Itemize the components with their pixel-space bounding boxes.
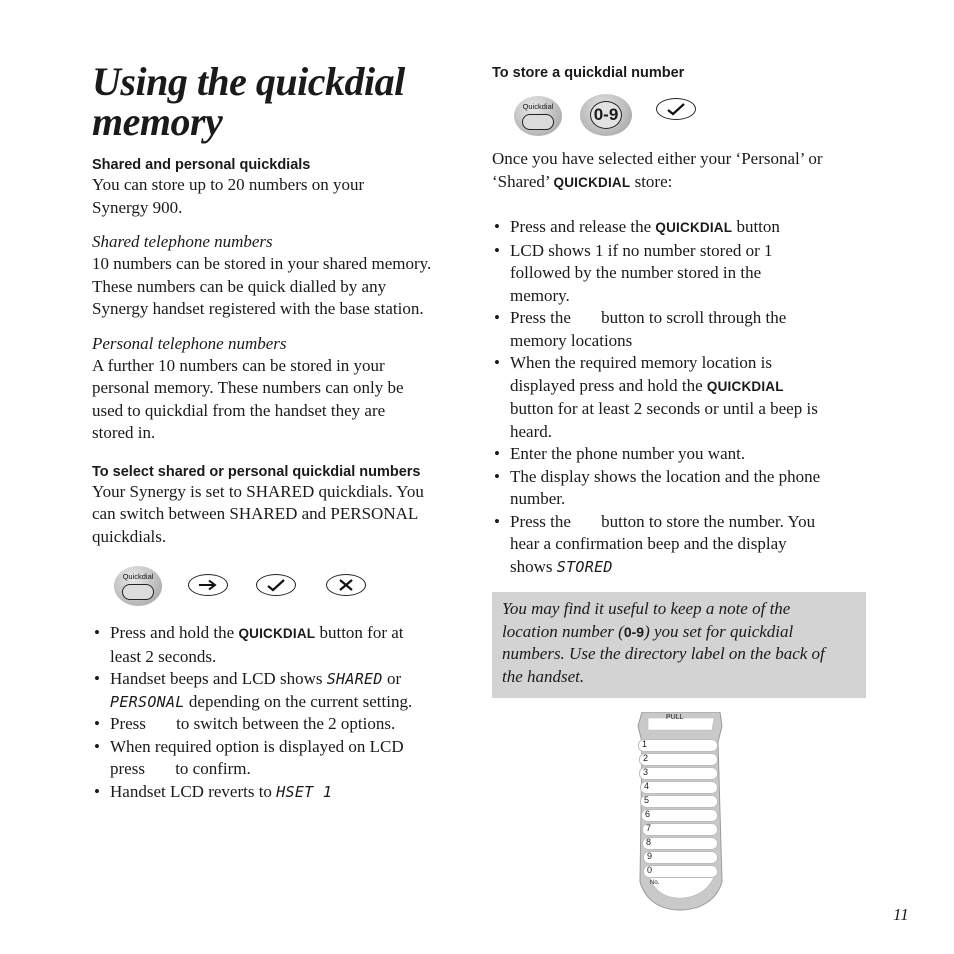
lcd-shared-text: SHARED bbox=[326, 670, 383, 688]
quickdial-key-text: QUICKDIAL bbox=[655, 220, 733, 235]
list-item: • Enter the phone number you want. bbox=[494, 444, 746, 463]
shared-paragraph bbox=[92, 253, 472, 321]
directory-label-illustration bbox=[636, 712, 726, 912]
note-line: location number ( bbox=[502, 621, 624, 641]
personal-line: personal memory. These numbers can only be bbox=[92, 378, 404, 397]
select-line: Your Synergy is set to SHARED quickdials. You bbox=[92, 481, 424, 501]
personal-line: A further 10 numbers can be stored in your bbox=[92, 355, 385, 375]
title-line-1: Using the quickdial bbox=[92, 59, 405, 104]
lcd-personal-text: PERSONAL bbox=[110, 692, 185, 711]
note-key-text: 0-9 bbox=[623, 623, 645, 640]
intro-line: You can store up to 20 numbers on your bbox=[92, 175, 365, 194]
tip-note-box: You may find it useful to keep a note of the location number (0-9) you set for quickdial numbers. Use the directory label on the back of the handset. bbox=[492, 592, 866, 698]
select-button-row bbox=[92, 564, 472, 614]
store-heading: To store a quickdial number bbox=[492, 65, 685, 81]
number-key-button-icon bbox=[580, 94, 632, 136]
page-title bbox=[92, 59, 472, 144]
select-paragraph bbox=[92, 481, 472, 549]
directory-slot bbox=[640, 795, 718, 808]
list-item: • Handset LCD reverts to HSET 1 bbox=[94, 781, 333, 801]
list-item: • Handset beeps and LCD shows SHARED or PERSONAL depending on the current setting. bbox=[94, 669, 413, 711]
select-line: can switch between SHARED and PERSONAL bbox=[92, 504, 419, 523]
directory-slot-number: 3 bbox=[643, 767, 649, 777]
intro-paragraph bbox=[92, 174, 472, 219]
select-steps-list bbox=[92, 622, 472, 803]
directory-slot bbox=[638, 739, 718, 752]
directory-slot-number: 5 bbox=[644, 795, 650, 805]
note-line: the handset. bbox=[502, 666, 585, 686]
note-line: You may find it useful to keep a note of the bbox=[502, 599, 791, 618]
list-item: • When the required memory location is displayed press and hold the QUICKDIAL button for at least 2 seconds or until a beep is heard. bbox=[494, 353, 818, 441]
quickdial-button-icon bbox=[514, 96, 562, 136]
check-key-icon bbox=[256, 574, 296, 596]
quickdial-key-text: QUICKDIAL bbox=[706, 378, 784, 394]
directory-slot bbox=[639, 767, 718, 780]
personal-line: used to quickdial from the handset they are bbox=[92, 400, 386, 420]
page-number: 11 bbox=[893, 905, 909, 924]
note-line: numbers. Use the directory label on the back of bbox=[502, 644, 825, 663]
lcd-hset-text: HSET 1 bbox=[276, 782, 333, 801]
directory-slot-number: 9 bbox=[647, 851, 653, 861]
directory-slot bbox=[639, 753, 718, 766]
shared-numbers-heading: Shared telephone numbers bbox=[92, 232, 273, 251]
quickdial-button-icon bbox=[114, 566, 162, 606]
directory-slot bbox=[643, 865, 718, 878]
list-item: • Press the button to store the number. You hear a confirmation beep and the display shows STORED bbox=[494, 511, 816, 576]
no-field-label: No. bbox=[650, 880, 660, 886]
list-item: • Press to switch between the 2 options. bbox=[94, 714, 396, 733]
directory-slot-number: 1 bbox=[642, 739, 648, 749]
personal-paragraph bbox=[92, 355, 472, 445]
quickdial-button-label: Quickdial bbox=[122, 572, 154, 581]
list-item: • Press the button to scroll through the memory locations bbox=[494, 308, 787, 350]
intro-line: Synergy 900. bbox=[92, 197, 183, 217]
store-intro: Once you have selected either your ‘Personal’ or ‘Shared’ QUICKDIAL store: bbox=[492, 149, 823, 191]
shared-line: 10 numbers can be stored in your shared memory. bbox=[92, 254, 432, 273]
pull-tab-text: PULL bbox=[666, 714, 684, 721]
directory-slot-number: 2 bbox=[643, 753, 649, 763]
personal-numbers-heading: Personal telephone numbers bbox=[92, 333, 287, 353]
quickdial-key-text: QUICKDIAL bbox=[553, 174, 631, 190]
store-steps-list bbox=[492, 216, 866, 578]
shared-line: These numbers can be quick dialled by any bbox=[92, 276, 387, 296]
list-item: • When required option is displayed on LCD press to confirm. bbox=[94, 736, 404, 778]
cross-key-icon bbox=[326, 574, 366, 596]
shared-line: Synergy handset registered with the base station. bbox=[92, 299, 424, 318]
directory-slot bbox=[643, 851, 718, 864]
quickdial-key-text: QUICKDIAL bbox=[238, 626, 316, 641]
shared-personal-heading: Shared and personal quickdials bbox=[92, 157, 311, 173]
select-heading: To select shared or personal quickdial numbers bbox=[92, 463, 421, 480]
quickdial-button-label: Quickdial bbox=[522, 102, 554, 111]
directory-slot bbox=[642, 837, 718, 850]
lcd-stored-text: STORED bbox=[556, 557, 613, 576]
directory-slot-number: 7 bbox=[646, 823, 652, 833]
check-key-icon bbox=[656, 98, 696, 120]
personal-line: stored in. bbox=[92, 423, 156, 442]
store-button-row bbox=[492, 92, 866, 144]
directory-slot-number: 0 bbox=[647, 865, 653, 875]
list-item: • Press and hold the QUICKDIAL button for at least 2 seconds. bbox=[94, 623, 404, 666]
list-item: • The display shows the location and the phone number. bbox=[494, 466, 821, 508]
left-column bbox=[92, 59, 472, 803]
arrow-right-key-icon bbox=[188, 574, 228, 596]
title-line-2: memory bbox=[92, 99, 223, 144]
directory-slot-number: 6 bbox=[645, 809, 651, 819]
list-item: • LCD shows 1 if no number stored or 1 followed by the number stored in the memory. bbox=[494, 240, 773, 305]
directory-slot-number: 8 bbox=[646, 837, 652, 847]
number-key-label: 0-9 bbox=[590, 101, 622, 129]
directory-slot bbox=[641, 809, 718, 822]
list-item: • Press and release the QUICKDIAL button bbox=[494, 217, 780, 236]
directory-slot bbox=[640, 781, 718, 794]
select-line: quickdials. bbox=[92, 526, 167, 546]
directory-slot-number: 4 bbox=[644, 781, 650, 791]
directory-slot bbox=[642, 823, 718, 836]
right-column bbox=[492, 64, 866, 698]
